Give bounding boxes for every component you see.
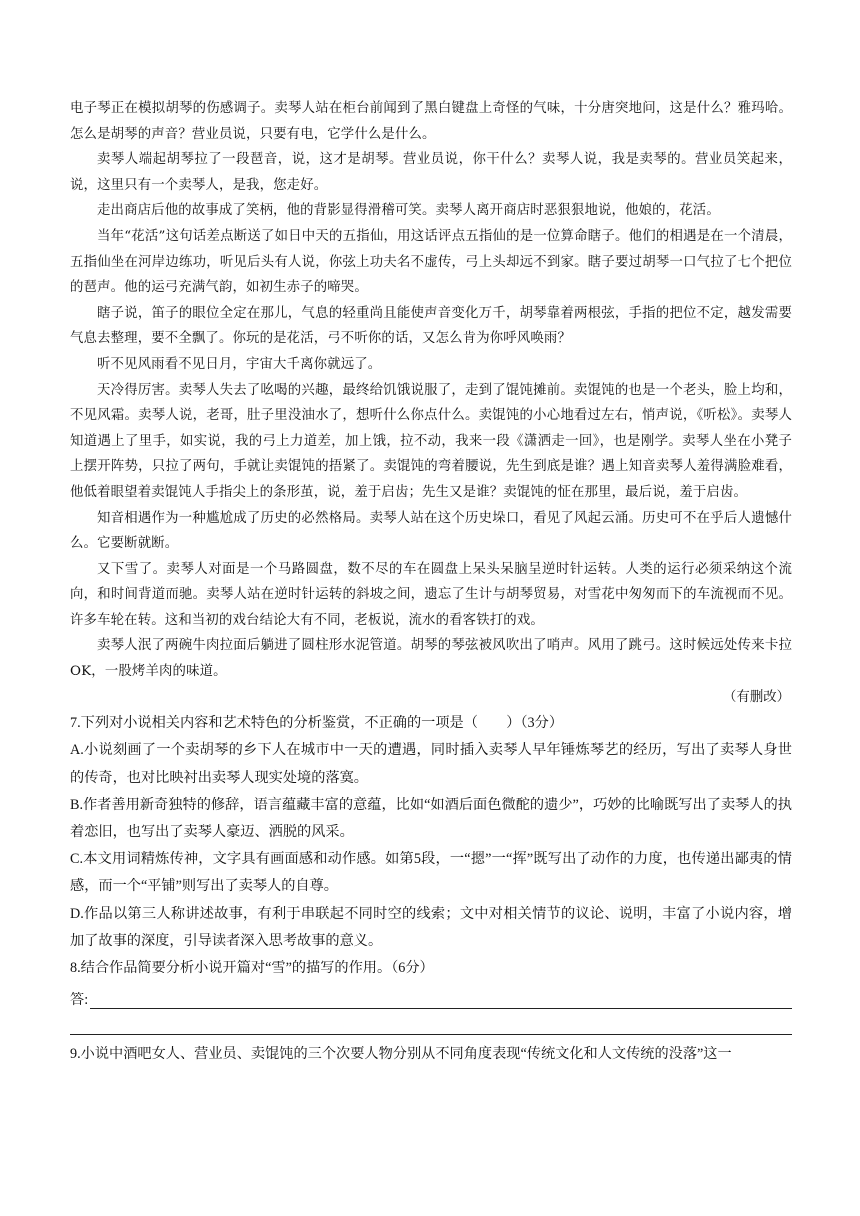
answer-label: 答: [70,992,89,1009]
answer-row [70,982,792,1009]
question-7-option-d: D.作品以第三人称讲述故事，有利于串联起不同时空的线索；文中对相关情节的议论、说明，丰富了小说内容，增加了故事的深度，引导读者深入思考故事的意义。 [70,905,792,949]
story-paragraph: 瞎子说，笛子的眼位全定在那儿，气息的轻重尚且能使声音变化万千，胡琴靠着两根弦，手指的把位不定，越发需要气息去整理，要不全飘了。你玩的是花活，弓不听你的话，又怎么肯为你呼风唤雨？ [70,305,792,347]
question-8 [70,955,792,1035]
story-paragraph: 卖琴人端起胡琴拉了一段琶音，说，这才是胡琴。营业员说，你干什么？卖琴人说，我是卖琴的。营业员笑起来，说，这里只有一个卖琴人，是我，您走好。 [70,152,792,193]
question-9 [70,1041,792,1068]
question-7-stem: 7.下列对小说相关内容和艺术特色的分析鉴赏，不正确的一项是（ ）（3分） [70,715,564,732]
question-7-option-c: C.本文用词精炼传神，文字具有画面感和动作感。如第5段，一“摁”一“挥”既写出了动作的力度，也传递出鄙夷的情感，而一个“平铺”则写出了卖琴人的自尊。 [70,851,792,895]
story-paragraph: 当年“花活”这句话差点断送了如日中天的五指仙，用这话评点五指仙的是一位算命瞎子。他们的相遇是在一个清晨，五指仙坐在河岸边练功，听见后头有人说，你弦上功夫名不虚传，弓上头却远不到家。瞎子要过胡琴一口气拉了七个把位的琶声。他的运弓充满气韵，如初生赤子的啼哭。 [70,228,792,296]
answer-line[interactable] [90,988,792,1009]
question-9-stem: 9.小说中酒吧女人、营业员、卖馄饨的三个次要人物分别从不同角度表现“传统文化和人文传统的没落”这一 [70,1046,732,1063]
story-paragraph: 听不见风雨看不见日月，宇宙大千离你就远了。 [97,356,382,372]
story-paragraph: 知音相遇作为一种尴尬成了历史的必然格局。卖琴人站在这个历史垛口，看见了风起云涌。历史可不在乎后人遗憾什么。它要断就断。 [70,510,792,552]
story-paragraph: 又下雪了。卖琴人对面是一个马路圆盘，数不尽的车在圆盘上呆头呆脑呈逆时针运转。人类的运行必须采纳这个流向，和时间背道而驰。卖琴人站在逆时针运转的斜坡之间，遗忘了生计与胡琴贸易，对雪花中匆匆而下的车流视而不见。许多车轮在转。这和当初的戏台结论大有不同，老板说，流水的看客铁打的戏。 [70,561,792,628]
story-paragraph: 电子琴正在模拟胡琴的伤感调子。卖琴人站在柜台前闻到了黑白键盘上奇怪的气味，十分唐突地问，这是什么？雅玛哈。怎么是胡琴的声音？营业员说，只要有电，它学什么是什么。 [70,101,792,142]
story-paragraph: 走出商店后他的故事成了笑柄，他的背影显得滑稽可笑。卖琴人离开商店时恶狠狠地说，他娘的，花活。 [97,203,720,219]
answer-line[interactable] [70,1009,792,1035]
exam-page [70,96,792,1068]
story-paragraph: 天冷得厉害。卖琴人失去了吆喝的兴趣，最终给饥饿说服了，走到了馄饨摊前。卖馄饨的也是一个老头，脸上均和，不见风霜。卖琴人说，老哥，肚子里没油水了，想听什么你点什么。卖馄饨的小心地看过左右，悄声说，《听松》。卖琴人知道遇上了里手，如实说，我的弓上力道差，加上饿，拉不动，我来一段《潇洒走一回》，也是刚学。卖琴人坐在小凳子上摆开阵势，只拉了两句，手就让卖馄饨的捂紧了。卖馄饨的弯着腰说，先生到底是谁？遇上知音卖琴人羞得满脸难看，他低着眼望着卖馄饨人手指尖上的条形茧，说，羞于启齿；先生又是谁？卖馄饨的怔在那里，最后说，羞于启齿。 [70,382,792,500]
question-7-option-a: A.小说刻画了一个卖胡琴的乡下人在城市中一天的遭遇，同时插入卖琴人早年锤炼琴艺的经历，写出了卖琴人身世的传奇，也对比映衬出卖琴人现实处境的落寞。 [70,742,792,786]
story-text [70,96,792,710]
question-7 [70,710,792,955]
question-8-stem: 8.结合作品简要分析小说开篇对“雪”的描写的作用。（6分） [70,960,434,977]
source-note: （有删改） [723,689,790,705]
question-7-option-b: B.作者善用新奇独特的修辞，语言蕴藏丰富的意蕴，比如“如酒后面色微酡的遗少”，巧妙的比喻既写出了卖琴人的执着恋旧，也写出了卖琴人豪迈、洒脱的风采。 [70,796,792,841]
story-paragraph: 卖琴人泯了两碗牛肉拉面后躺进了圆柱形水泥管道。胡琴的琴弦被风吹出了哨声。风用了跳弓。这时候远处传来卡拉OK，一股烤羊肉的味道。 [70,638,792,680]
